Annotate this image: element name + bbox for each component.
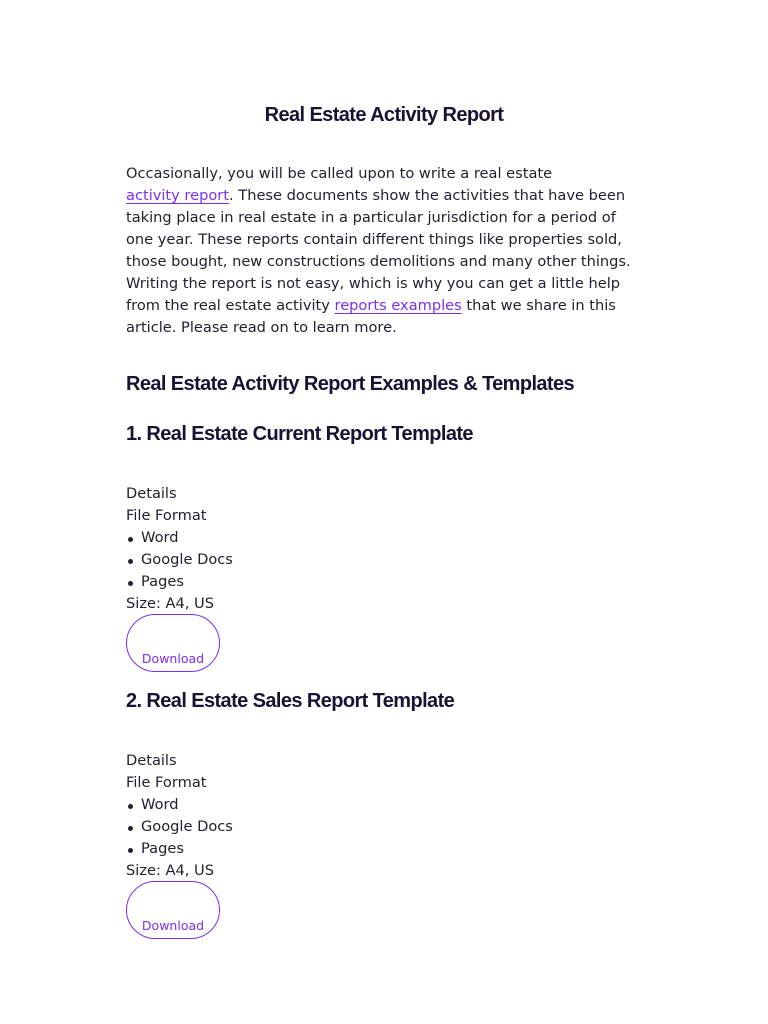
format-item: Pages xyxy=(126,571,426,593)
intro-text-2: . These documents show the activities that have been taking place in real estate in a particular jurisdiction for a period of one year. These reports contain different things like properties sold, those bought, new constructions demolitions and many other things. Writing the report is not easy, which is why you can get a little help from the real estate activity xyxy=(126,187,631,314)
file-format-label: File Format xyxy=(126,774,207,791)
page-title: Real Estate Activity Report xyxy=(264,104,504,126)
size-label: Size: A4, US xyxy=(126,862,215,879)
intro-paragraph xyxy=(126,163,636,339)
bullet-icon xyxy=(128,581,133,586)
activity-report-link[interactable]: activity report xyxy=(126,187,230,204)
download-button-2[interactable] xyxy=(126,881,220,939)
template-details-2 xyxy=(126,750,426,882)
format-item: Pages xyxy=(126,838,426,860)
bullet-icon xyxy=(128,848,133,853)
bullet-icon xyxy=(128,826,133,831)
format-item: Word xyxy=(126,794,426,816)
format-list xyxy=(126,527,426,593)
format-list xyxy=(126,794,426,860)
details-label: Details xyxy=(126,752,177,769)
size-label: Size: A4, US xyxy=(126,595,215,612)
format-item: Word xyxy=(126,527,426,549)
download-label: Download xyxy=(141,651,205,666)
format-item: Google Docs xyxy=(126,549,426,571)
intro-text-3: that we share in this article. Please read on to learn more. xyxy=(126,297,616,336)
template-details-1 xyxy=(126,483,426,615)
bullet-icon xyxy=(128,537,133,542)
template-heading-1: 1. Real Estate Current Report Template xyxy=(126,423,473,445)
download-label: Download xyxy=(141,918,205,933)
format-item: Google Docs xyxy=(126,816,426,838)
template-heading-2: 2. Real Estate Sales Report Template xyxy=(126,690,455,712)
file-format-label: File Format xyxy=(126,507,207,524)
intro-text-1: Occasionally, you will be called upon to write a real estate xyxy=(126,165,553,182)
details-label: Details xyxy=(126,485,177,502)
section-heading: Real Estate Activity Report Examples & Templates xyxy=(126,373,575,395)
bullet-icon xyxy=(128,559,133,564)
reports-examples-link[interactable]: reports examples xyxy=(334,297,462,314)
bullet-icon xyxy=(128,804,133,809)
download-button-1[interactable] xyxy=(126,614,220,672)
